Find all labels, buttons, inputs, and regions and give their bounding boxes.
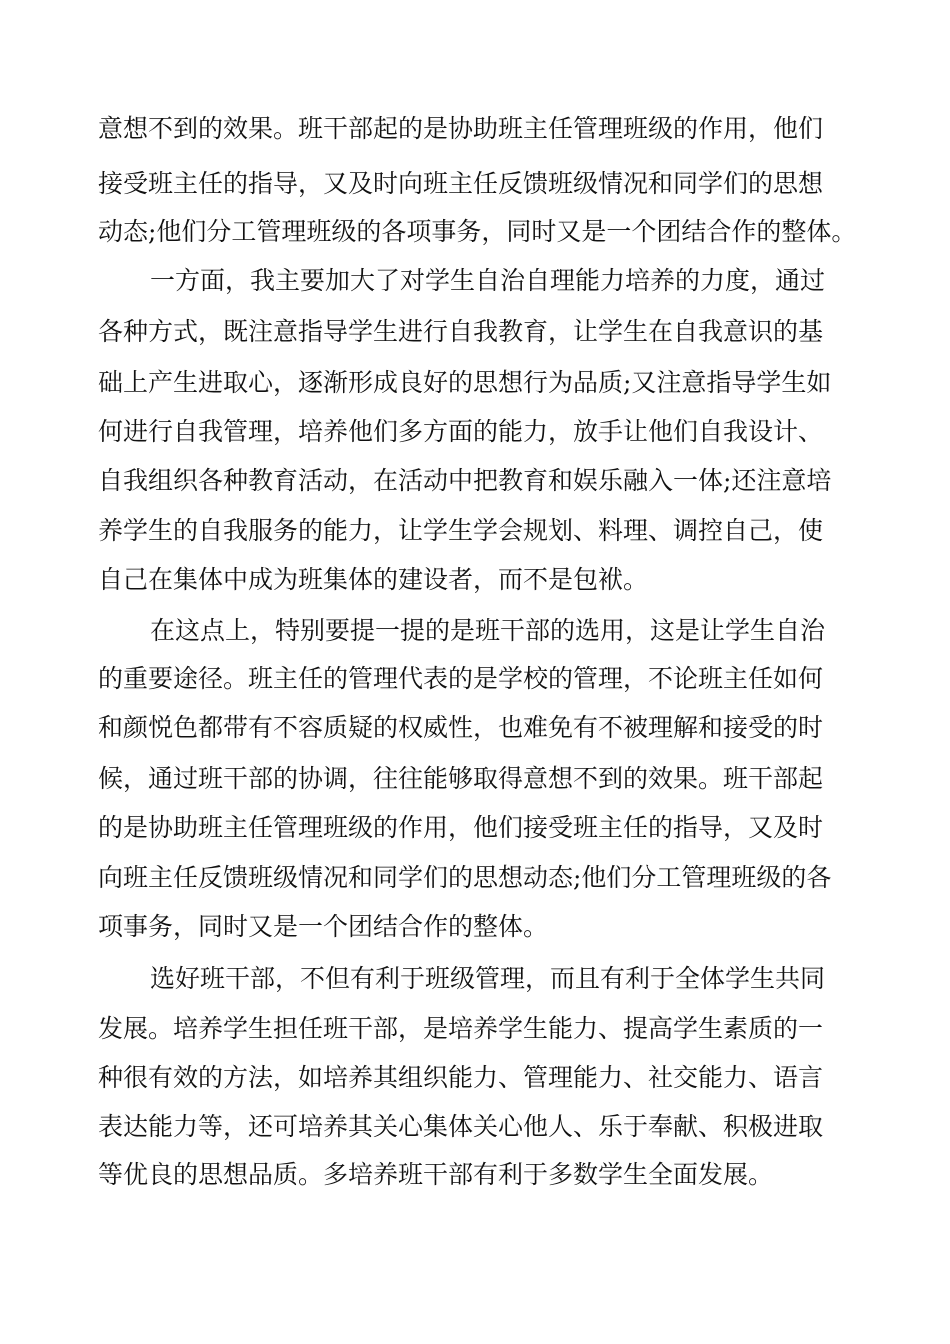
text-line: 的是协助班主任管理班级的作用，他们接受班主任的指导，又及时 (98, 813, 824, 842)
text-line: 候，通过班干部的协调，往往能够取得意想不到的效果。班干部起 (98, 764, 824, 793)
text-line: 发展。培养学生担任班干部，是培养学生能力、提高学生素质的一 (98, 1014, 824, 1043)
text-line: 何进行自我管理，培养他们多方面的能力，放手让他们自我设计、 (98, 417, 824, 446)
text-line: 等优良的思想品质。多培养班干部有利于多数学生全面发展。 (98, 1160, 774, 1189)
text-line: 选好班干部，不但有利于班级管理，而且有利于全体学生共同 (150, 964, 826, 993)
text-line: 和颜悦色都带有不容质疑的权威性，也难免有不被理解和接受的时 (98, 713, 824, 742)
text-line: 意想不到的效果。班干部起的是协助班主任管理班级的作用，他们 (98, 114, 824, 143)
text-line: 接受班主任的指导，又及时向班主任反馈班级情况和同学们的思想 (98, 169, 824, 198)
text-line: 一方面，我主要加大了对学生自治自理能力培养的力度，通过 (150, 266, 826, 295)
text-line: 的重要途径。班主任的管理代表的是学校的管理，不论班主任如何 (98, 664, 824, 693)
text-line: 种很有效的方法，如培养其组织能力、管理能力、社交能力、语言 (98, 1063, 824, 1092)
text-line: 础上产生进取心，逐渐形成良好的思想行为品质;又注意指导学生如 (98, 368, 832, 397)
text-line: 动态;他们分工管理班级的各项事务，同时又是一个团结合作的整体。 (98, 217, 857, 246)
text-line: 项事务，同时又是一个团结合作的整体。 (98, 912, 549, 941)
text-line: 自己在集体中成为班集体的建设者，而不是包袱。 (98, 565, 649, 594)
text-line: 自我组织各种教育活动，在活动中把教育和娱乐融入一体;还注意培 (98, 466, 832, 495)
text-line: 向班主任反馈班级情况和同学们的思想动态;他们分工管理班级的各 (98, 863, 832, 892)
text-line: 各种方式，既注意指导学生进行自我教育，让学生在自我意识的基 (98, 317, 824, 346)
text-line: 在这点上，特别要提一提的是班干部的选用，这是让学生自治 (150, 616, 826, 645)
text-line: 表达能力等，还可培养其关心集体关心他人、乐于奉献、积极进取 (98, 1112, 824, 1141)
text-line: 养学生的自我服务的能力，让学生学会规划、料理、调控自己，使 (98, 516, 824, 545)
